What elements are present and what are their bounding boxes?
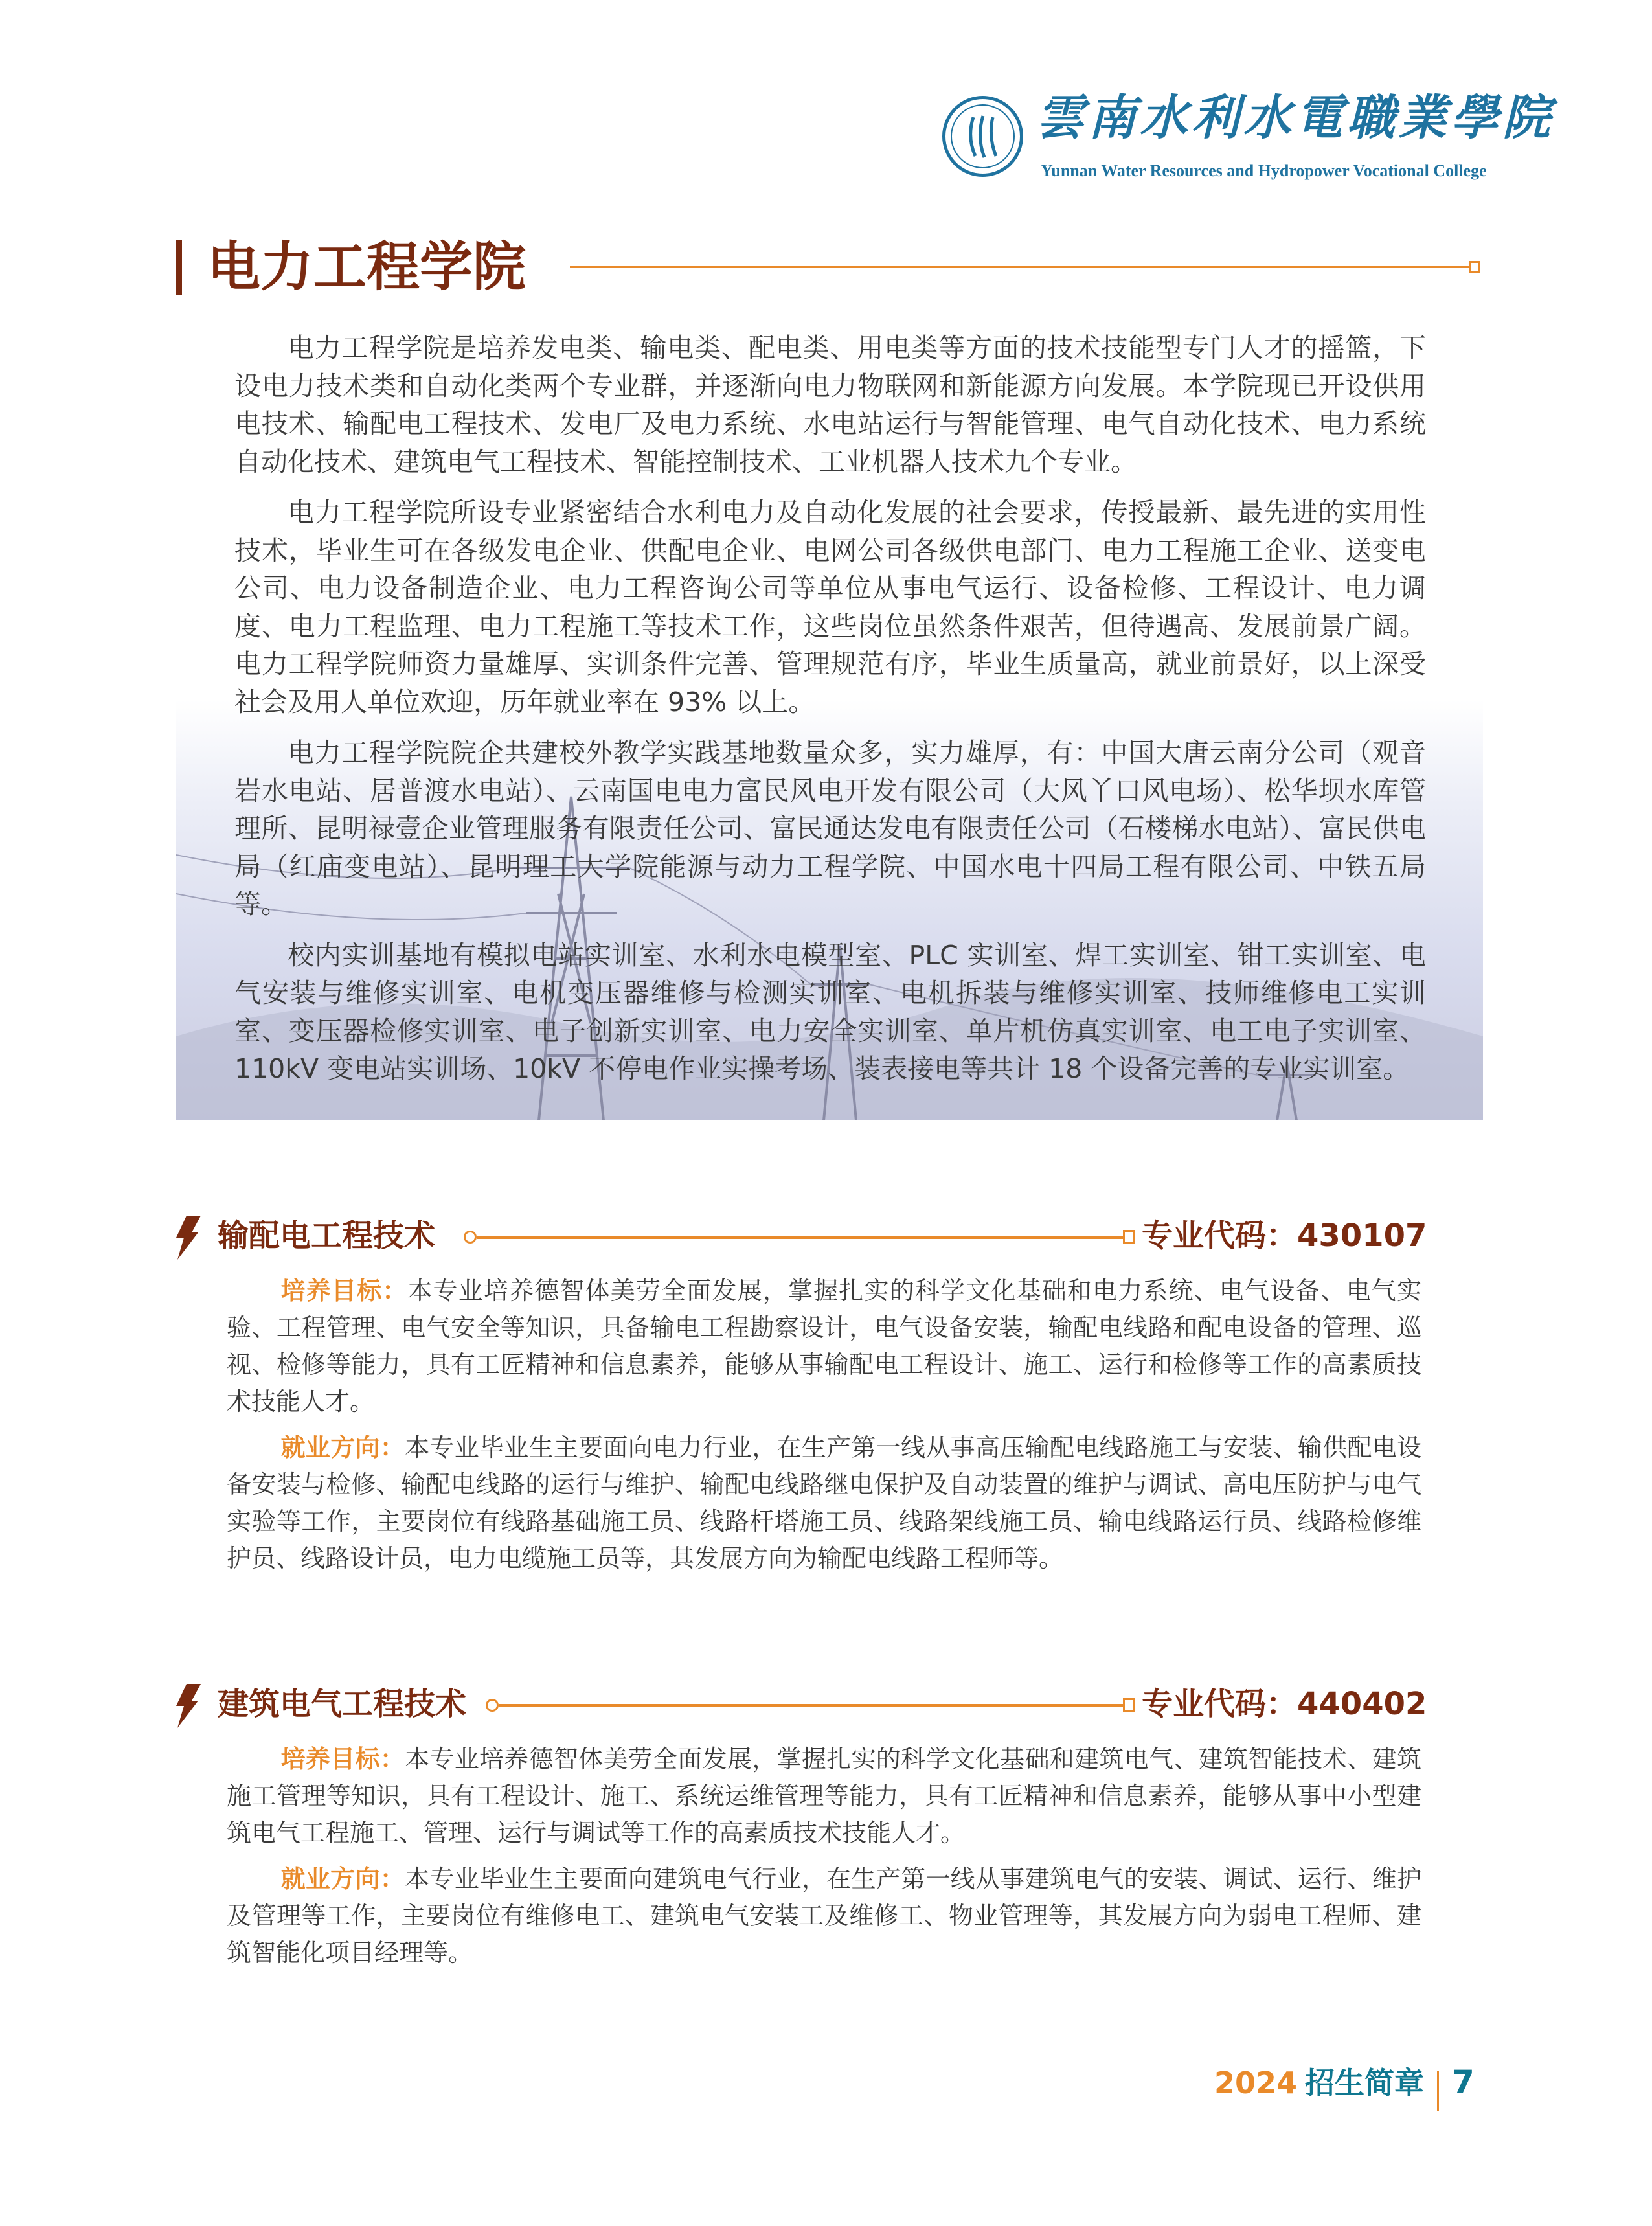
title-accent-bar <box>176 240 182 295</box>
footer-year: 2024 <box>1214 2065 1298 2100</box>
line-start-circle <box>486 1699 499 1712</box>
goal-text: 本专业培养德智体美劳全面发展，掌握扎实的科学文化基础和建筑电气、建筑智能技术、建筑施工管理等知识，具有工程设计、施工、系统运维管理等能力，具有工匠精神和信息素养，能够从事中小型建筑电气工程施工、管理、运行与调试等工作的高素质技术技能人才。 <box>227 1745 1421 1847</box>
logo-chinese-name: 雲南水利水電職業學院 <box>1036 90 1554 146</box>
page-number: 7 <box>1452 2063 1475 2101</box>
goal-text: 本专业培养德智体美劳全面发展，掌握扎实的科学文化基础和电力系统、电气设备、电气实验、工程管理、电气安全等知识，具备输电工程勘察设计，电气设备安装，输配电线路和配电设备的管理、巡视、检修等能力，具有工匠精神和信息素养，能够从事输配电工程设计、施工、运行和检修等工作的高素质技术技能人才。 <box>227 1277 1421 1416</box>
intro-paragraph: 电力工程学院所设专业紧密结合水利电力及自动化发展的社会要求，传授最新、最先进的实用性技术，毕业生可在各级发电企业、供配电企业、电网公司各级供电部门、电力工程施工企业、送变电公司、电力设备制造企业、电力工程咨询公司等单位从事电气运行、设备检修、工程设计、电力调度、电力工程监理、电力工程施工等技术工作，这些岗位虽然条件艰苦，但待遇高、发展前景广阔。电力工程学院师资力量雄厚、实训条件完善、管理规范有序，毕业生质量高，就业前景好，以上深受社会及用人单位欢迎，历年就业率在 93% 以上。 <box>234 497 1426 718</box>
college-seal-icon <box>942 96 1023 177</box>
career-text: 本专业毕业生主要面向建筑电气行业，在生产第一线从事建筑电气的安装、调试、运行、维护及管理等工作，主要岗位有维修电工、建筑电气安装工及维修工、物业管理等，其发展方向为弱电工程师、建筑智能化项目经理等。 <box>227 1865 1421 1967</box>
major-description <box>227 1741 1421 1981</box>
career-text: 本专业毕业生主要面向电力行业，在生产第一线从事高压输配电线路施工与安装、输供配电设备安装与检修、输配电线路的运行与维护、输配电线路继电保护及自动装置的维护与调试、高电压防护与电气实验等工作，主要岗位有线路基础施工员、线路杆塔施工员、线路架线施工员、输电线路运行员、线路检修维护员、线路设计员，电力电缆施工员等，其发展方向为输配电线路工程师等。 <box>227 1433 1421 1573</box>
page-title: 电力工程学院 <box>207 236 526 298</box>
major-name: 输配电工程技术 <box>218 1218 436 1254</box>
major-name: 建筑电气工程技术 <box>218 1686 467 1722</box>
goal-label: 培养目标： <box>280 1277 408 1305</box>
intro-paragraph: 校内实训基地有模拟电站实训室、水利水电模型室、PLC 实训室、焊工实训室、钳工实训室、电气安装与维修实训室、电机变压器维修与检测实训室、电机拆装与维修实训室、技师维修电工实训室、变压器检修实训室、电子创新实训室、电力安全实训室、单片机仿真实训室、电工电子实训室、110kV 变电站实训场、10kV 不停电作业实操考场、装表接电等共计 18 个设备完善的专业实训室。 <box>234 939 1426 1084</box>
page-footer <box>1214 2060 1475 2105</box>
major-description <box>227 1273 1421 1586</box>
career-label: 就业方向： <box>280 1433 405 1462</box>
lightning-icon <box>174 1684 201 1728</box>
intro-paragraph: 电力工程学院是培养发电类、输电类、配电类、用电类等方面的技术技能型专门人才的摇篮，下设电力技术类和自动化类两个专业群，并逐渐向电力物联网和新能源方向发展。本学院现已开设供用电技术、输配电工程技术、发电厂及电力系统、水电站运行与智能管理、电气自动化技术、电力系统自动化技术、建筑电气工程技术、智能控制技术、工业机器人技术九个专业。 <box>234 332 1426 477</box>
college-logo <box>942 90 1554 188</box>
goal-label: 培养目标： <box>280 1745 405 1773</box>
career-label: 就业方向： <box>280 1865 405 1893</box>
title-divider <box>570 266 1473 268</box>
line-end-square <box>1123 1230 1135 1244</box>
lightning-icon <box>174 1216 201 1260</box>
line-end-square <box>1123 1698 1135 1712</box>
major-header <box>174 1214 1469 1260</box>
major-code: 专业代码：430107 <box>1142 1218 1427 1254</box>
line-start-circle <box>464 1231 477 1244</box>
logo-english-name: Yunnan Water Resources and Hydropower Vocational College <box>1041 161 1487 180</box>
intro-text <box>234 329 1426 1101</box>
major-divider <box>499 1704 1124 1707</box>
footer-title: 招生简章 <box>1305 2065 1425 2100</box>
major-code: 专业代码：440402 <box>1142 1686 1427 1722</box>
intro-paragraph: 电力工程学院院企共建校外教学实践基地数量众多，实力雄厚，有：中国大唐云南分公司（观音岩水电站、居普渡水电站）、云南国电电力富民风电开发有限公司（大风丫口风电场）、松华坝水库管理所、昆明禄壹企业管理服务有限责任公司、富民通达发电有限责任公司（石楼梯水电站）、富民供电局（红庙变电站）、昆明理工大学院能源与动力工程学院、中国水电十四局工程有限公司、中铁五局等。 <box>234 737 1426 920</box>
title-divider-end <box>1469 261 1480 273</box>
major-header <box>174 1683 1469 1728</box>
footer-separator <box>1437 2071 1439 2111</box>
major-divider <box>477 1236 1124 1239</box>
